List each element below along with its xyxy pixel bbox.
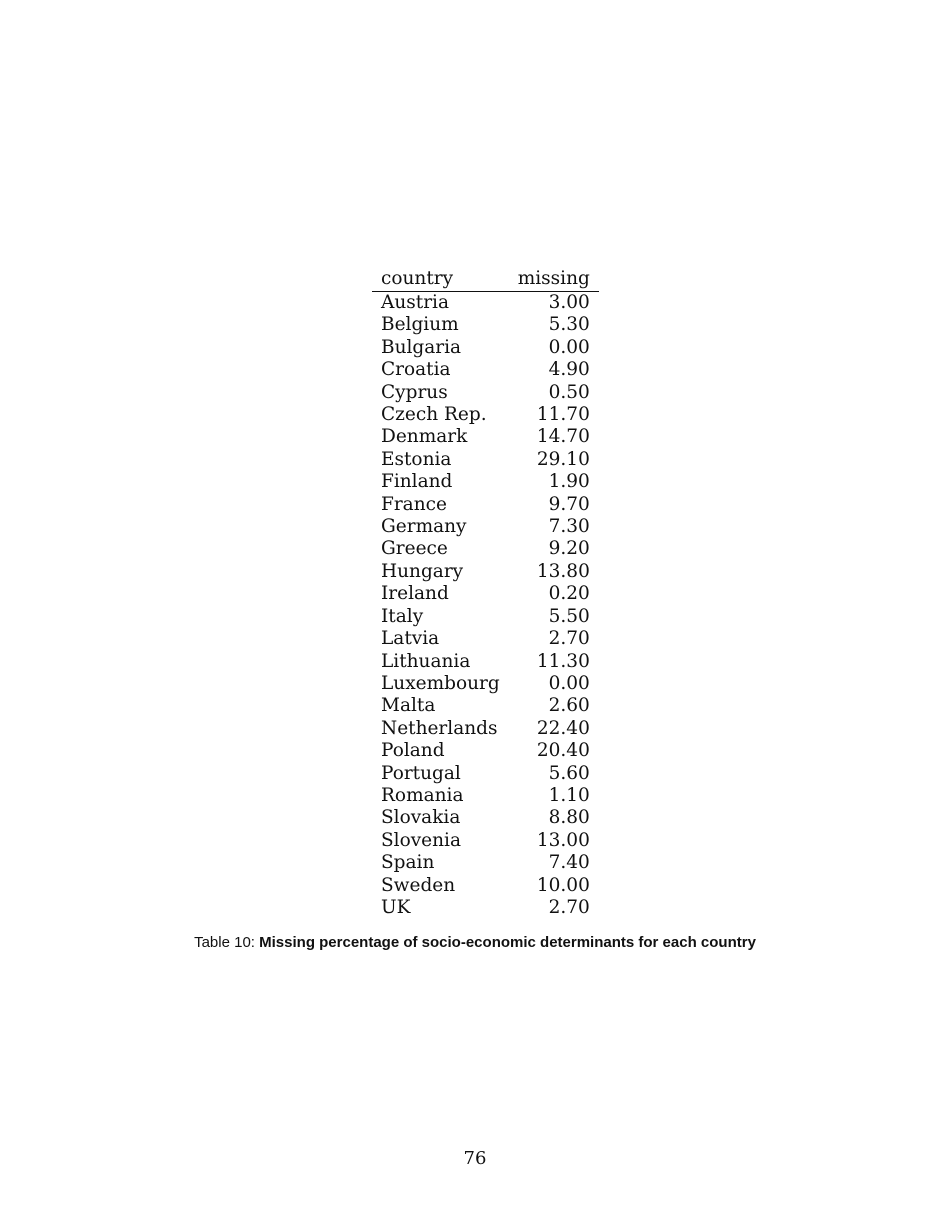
country-cell: Poland bbox=[381, 740, 445, 762]
missing-value-cell: 0.50 bbox=[548, 381, 590, 403]
missing-value-cell: 8.80 bbox=[548, 807, 590, 829]
caption-text: Missing percentage of socio-economic determinants for each country bbox=[259, 934, 756, 951]
table-row bbox=[372, 875, 599, 897]
table-row bbox=[372, 651, 599, 673]
country-cell: Germany bbox=[381, 516, 467, 538]
country-cell: UK bbox=[381, 896, 411, 918]
page-number: 76 bbox=[463, 1148, 487, 1169]
missing-value-cell: 2.70 bbox=[548, 896, 590, 918]
country-cell: Estonia bbox=[381, 448, 452, 470]
country-cell: Slovakia bbox=[381, 807, 461, 829]
table-row bbox=[372, 471, 599, 493]
table-row bbox=[372, 897, 599, 919]
table-row bbox=[372, 718, 599, 740]
country-cell: Croatia bbox=[381, 359, 451, 381]
country-cell: Austria bbox=[381, 292, 449, 313]
missing-value-cell: 5.50 bbox=[548, 605, 590, 627]
missing-value-cell: 7.30 bbox=[548, 516, 590, 538]
country-cell: Ireland bbox=[381, 583, 449, 605]
table-row bbox=[372, 516, 599, 538]
country-cell: Finland bbox=[381, 471, 453, 493]
missing-value-cell: 0.20 bbox=[548, 583, 590, 605]
missing-value-cell: 10.00 bbox=[536, 874, 590, 896]
missing-value-cell: 14.70 bbox=[536, 426, 590, 448]
table-body bbox=[372, 292, 599, 920]
country-cell: Slovenia bbox=[381, 829, 461, 851]
missing-value-cell: 7.40 bbox=[548, 852, 590, 874]
table-row bbox=[372, 807, 599, 829]
missing-value-cell: 13.80 bbox=[536, 560, 590, 582]
table-row bbox=[372, 673, 599, 695]
caption-label: Table 10: bbox=[194, 934, 255, 951]
missing-value-cell: 2.60 bbox=[548, 695, 590, 717]
missing-value-cell: 5.30 bbox=[548, 314, 590, 336]
table-row bbox=[372, 314, 599, 336]
missing-value-cell: 9.20 bbox=[548, 538, 590, 560]
country-cell: Czech Rep. bbox=[381, 404, 487, 426]
country-cell: Denmark bbox=[381, 426, 468, 448]
missing-value-cell: 3.00 bbox=[548, 292, 590, 313]
missing-value-cell: 0.00 bbox=[548, 672, 590, 694]
table-row bbox=[372, 426, 599, 448]
country-cell: Spain bbox=[381, 852, 435, 874]
table-row bbox=[372, 785, 599, 807]
country-cell: Belgium bbox=[381, 314, 459, 336]
country-cell: Sweden bbox=[381, 874, 456, 896]
country-cell: Netherlands bbox=[381, 717, 498, 739]
table-row bbox=[372, 628, 599, 650]
missing-value-cell: 1.90 bbox=[548, 471, 590, 493]
missing-value-cell: 4.90 bbox=[548, 359, 590, 381]
country-cell: France bbox=[381, 493, 447, 515]
missing-value-cell: 13.00 bbox=[536, 829, 590, 851]
country-cell: Luxembourg bbox=[381, 672, 500, 694]
country-cell: Hungary bbox=[381, 560, 464, 582]
table-row bbox=[372, 404, 599, 426]
table-row bbox=[372, 763, 599, 785]
missing-data-table bbox=[372, 267, 599, 919]
table-row bbox=[372, 830, 599, 852]
missing-value-cell: 1.10 bbox=[548, 784, 590, 806]
header-country: country bbox=[372, 267, 509, 292]
missing-value-cell: 22.40 bbox=[536, 717, 590, 739]
table-row bbox=[372, 292, 599, 315]
country-cell: Bulgaria bbox=[381, 336, 462, 358]
missing-value-cell: 5.60 bbox=[548, 762, 590, 784]
country-cell: Romania bbox=[381, 784, 464, 806]
table-row bbox=[372, 606, 599, 628]
table-header-row bbox=[372, 267, 599, 292]
header-missing: missing bbox=[509, 267, 599, 292]
table-row bbox=[372, 695, 599, 717]
missing-value-cell: 0.00 bbox=[548, 336, 590, 358]
table-caption bbox=[0, 934, 950, 951]
missing-value-cell: 11.70 bbox=[536, 404, 590, 426]
country-cell: Portugal bbox=[381, 762, 461, 784]
missing-value-cell: 11.30 bbox=[536, 650, 590, 672]
country-cell: Latvia bbox=[381, 628, 440, 650]
country-cell: Cyprus bbox=[381, 381, 448, 403]
table-row bbox=[372, 382, 599, 404]
table-row bbox=[372, 337, 599, 359]
country-cell: Greece bbox=[381, 538, 448, 560]
table-row bbox=[372, 561, 599, 583]
table-row bbox=[372, 538, 599, 560]
table-row bbox=[372, 852, 599, 874]
country-cell: Italy bbox=[381, 605, 424, 627]
table-row bbox=[372, 494, 599, 516]
country-cell: Lithuania bbox=[381, 650, 471, 672]
missing-value-cell: 9.70 bbox=[548, 493, 590, 515]
missing-value-cell: 2.70 bbox=[548, 628, 590, 650]
table-row bbox=[372, 449, 599, 471]
missing-value-cell: 29.10 bbox=[536, 448, 590, 470]
missing-value-cell: 20.40 bbox=[536, 740, 590, 762]
table-row bbox=[372, 740, 599, 762]
table-row bbox=[372, 583, 599, 605]
country-cell: Malta bbox=[381, 695, 436, 717]
table-row bbox=[372, 359, 599, 381]
